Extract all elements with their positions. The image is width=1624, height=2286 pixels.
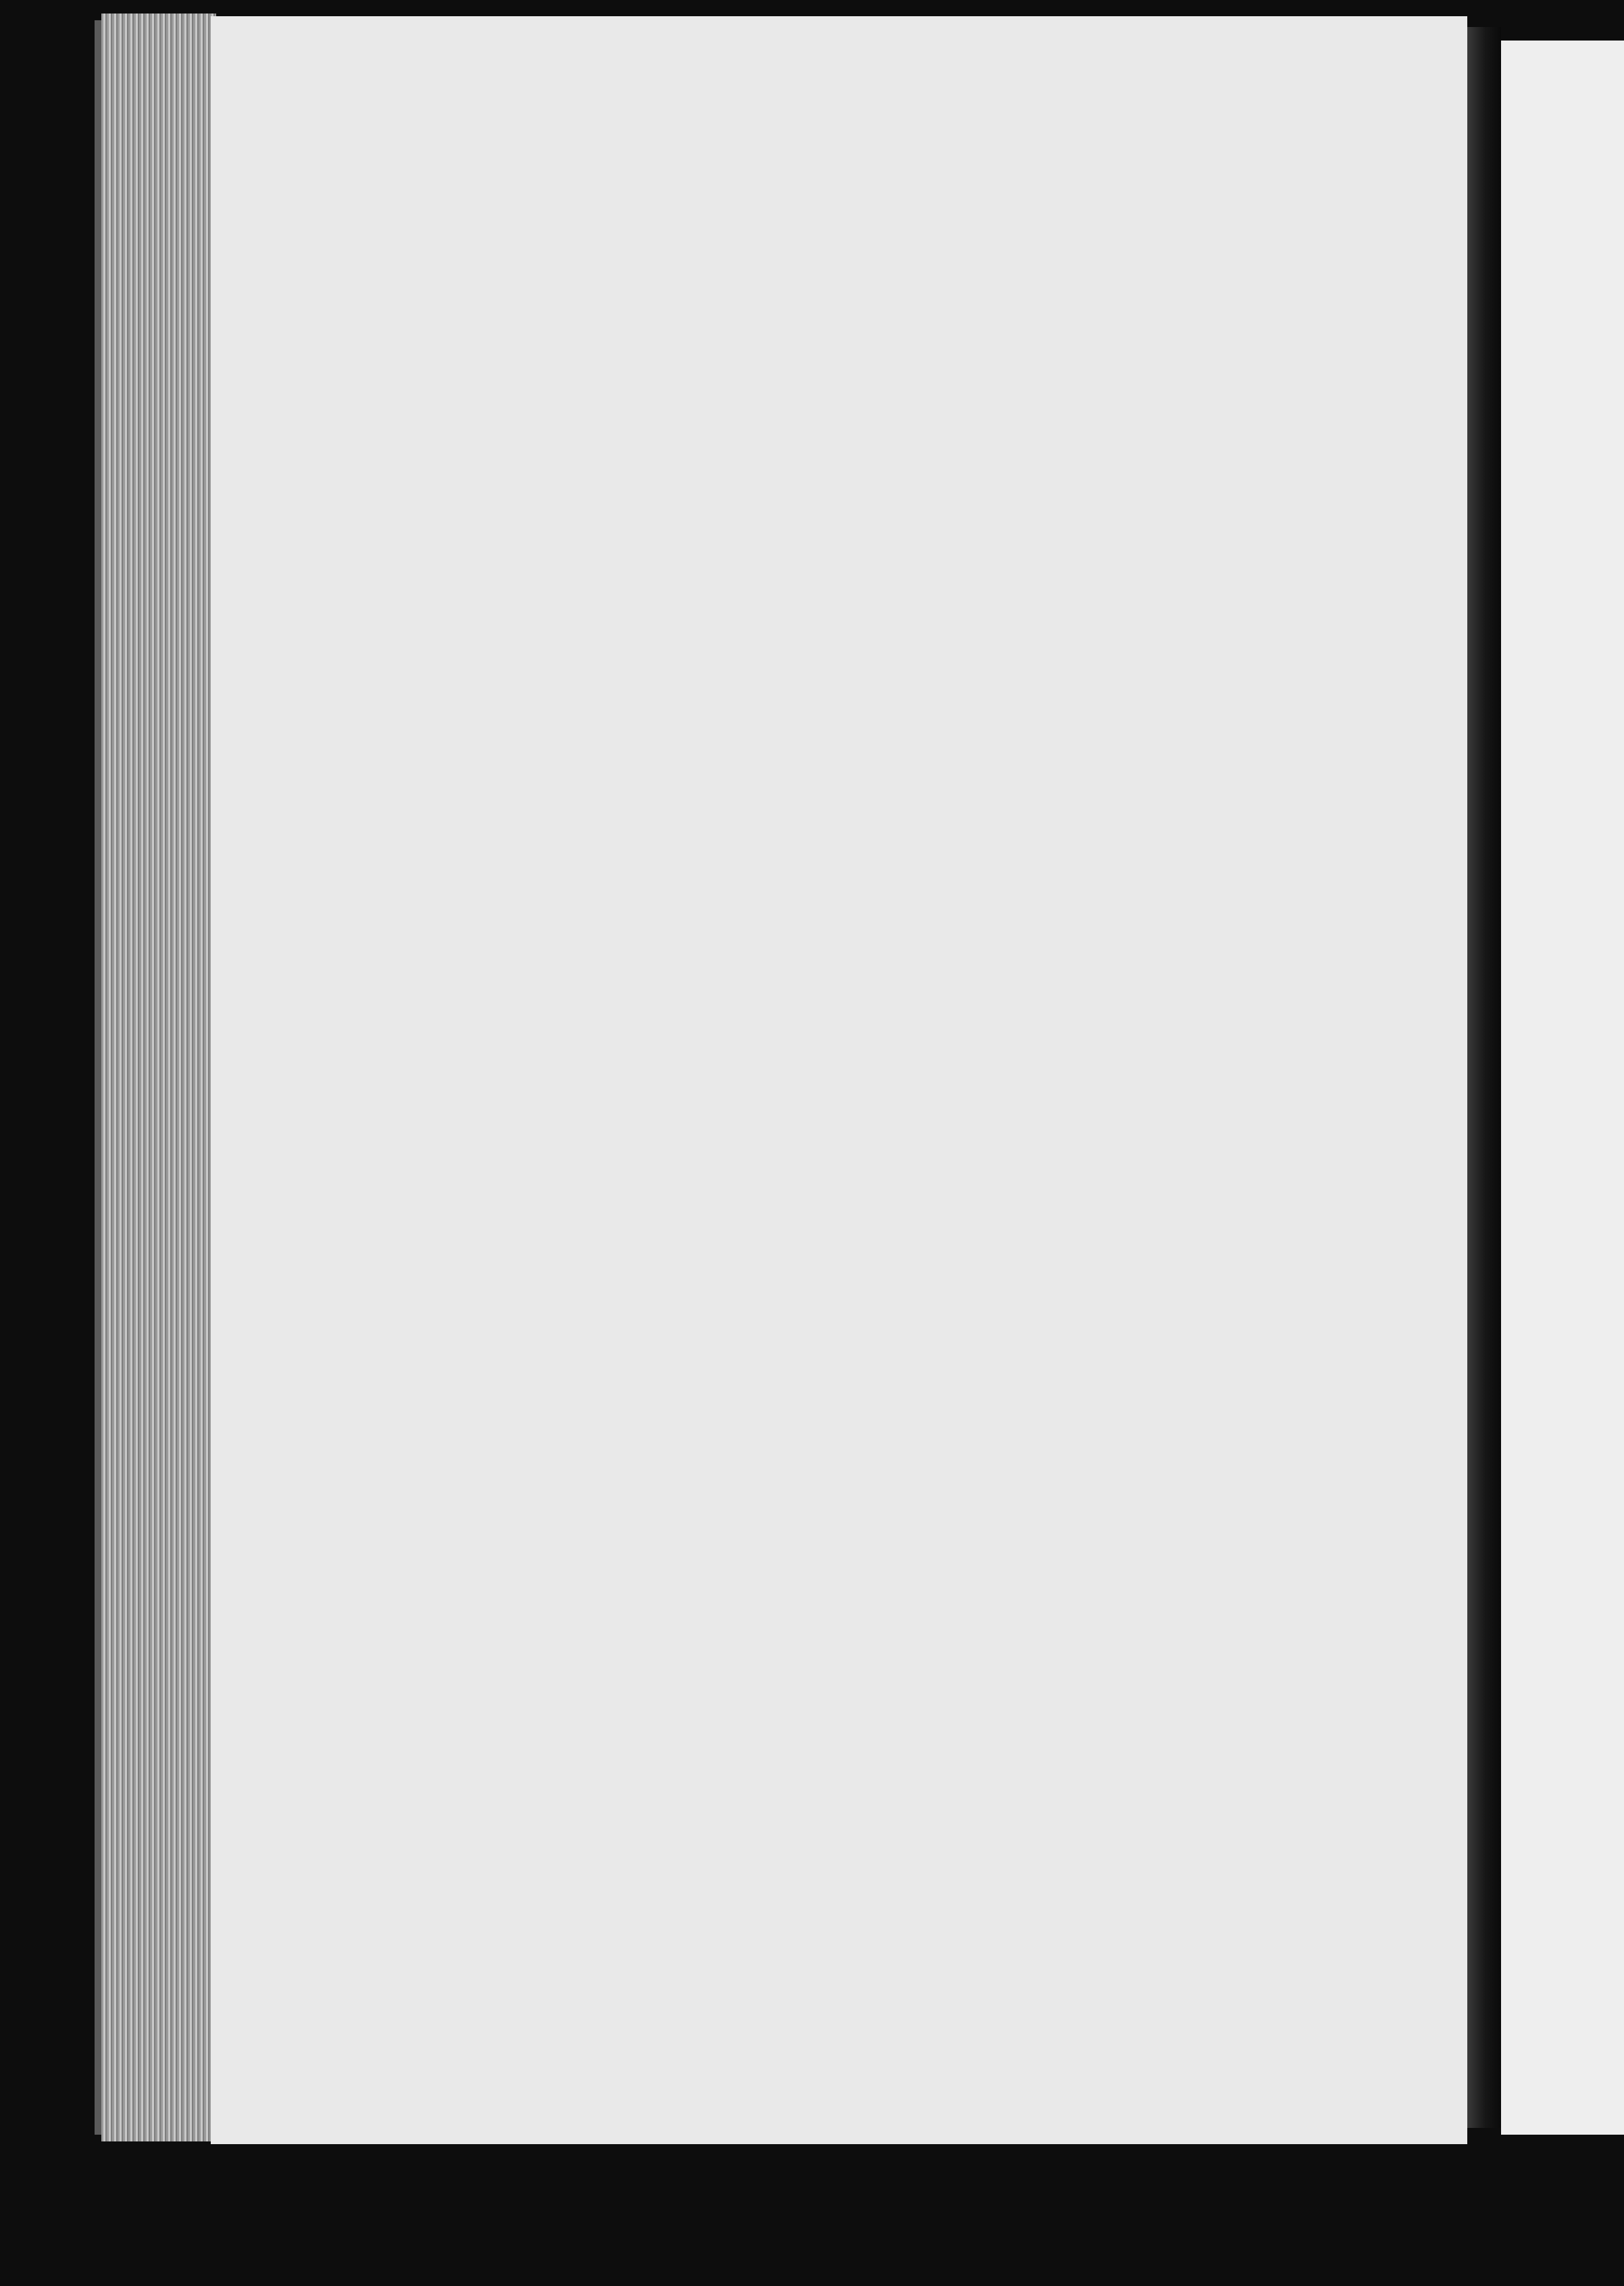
- facing-page: [1501, 41, 1624, 2135]
- scanned-page: [211, 16, 1467, 2144]
- book-page-edges: [101, 14, 216, 2141]
- book-gutter: [1467, 27, 1501, 2128]
- page-header: [411, 196, 1438, 230]
